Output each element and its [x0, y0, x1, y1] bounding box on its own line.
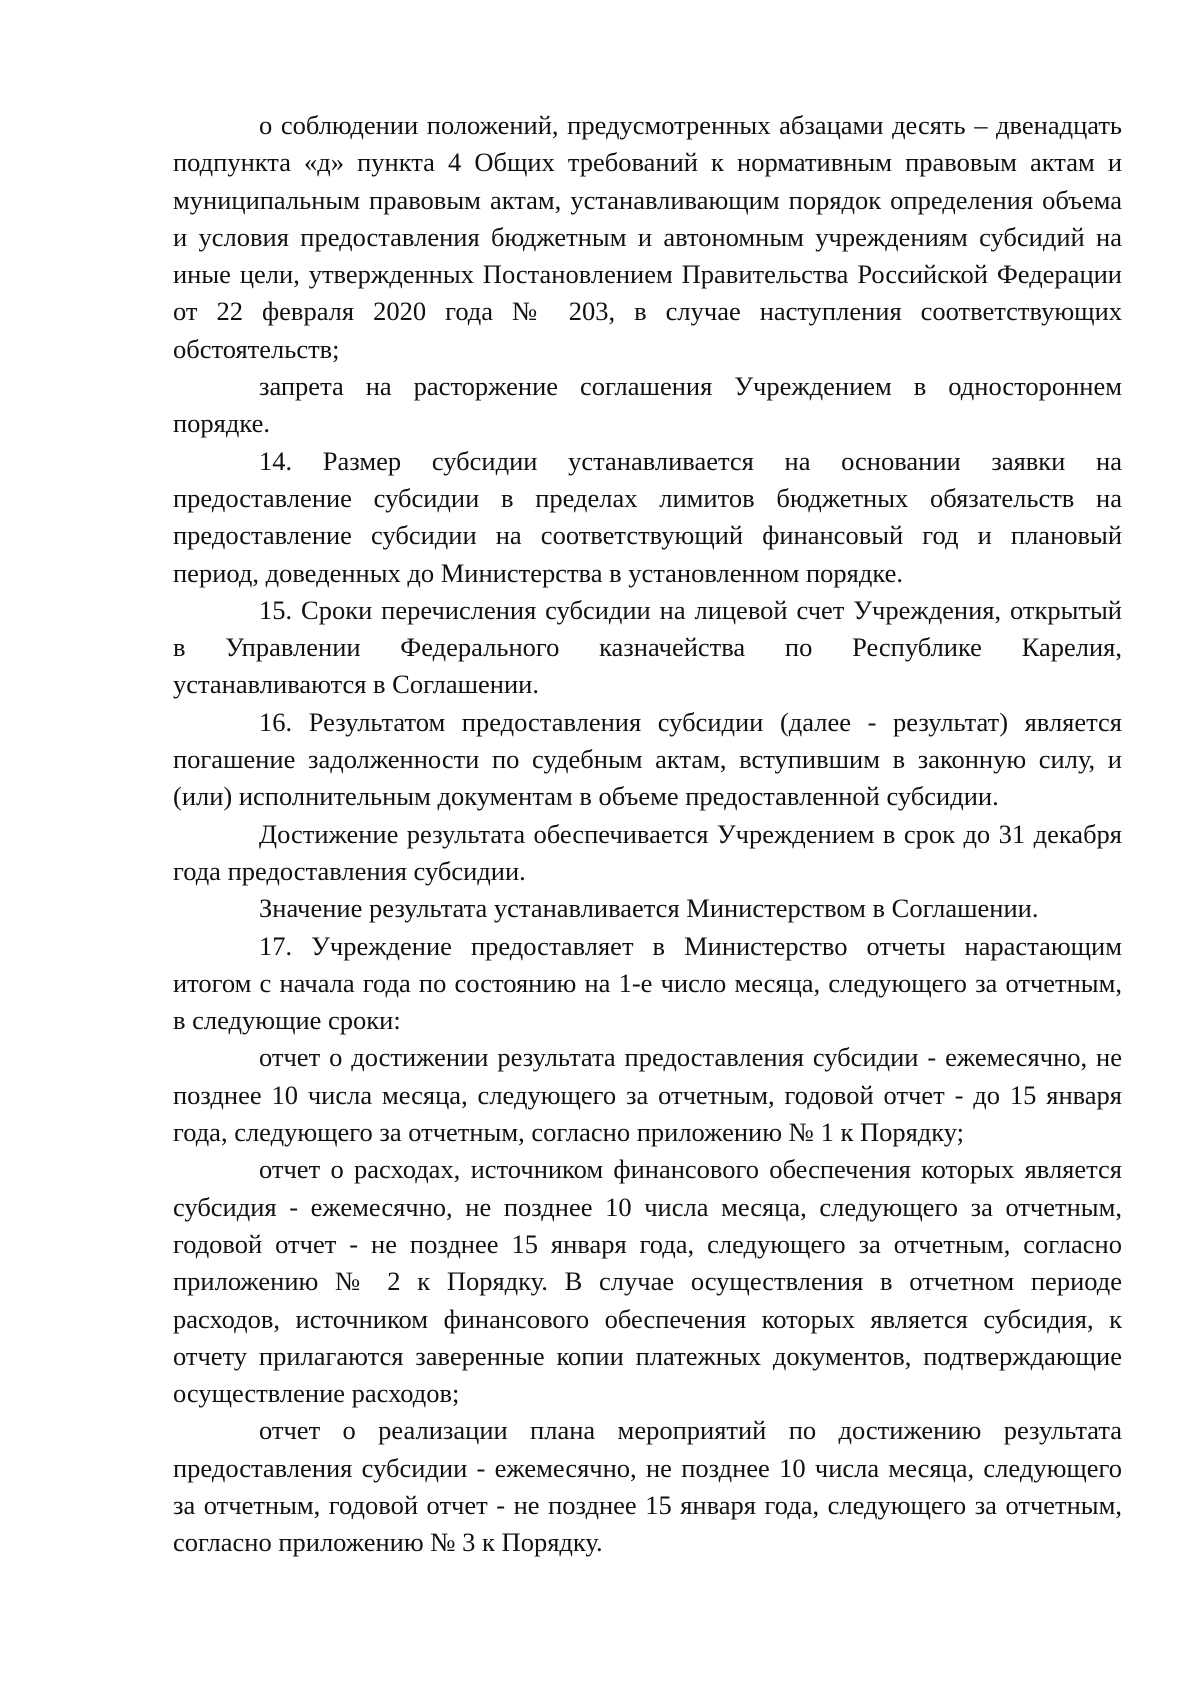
paragraph-termination-ban: запрета на расторжение соглашения Учреждением в одностороннем порядке.: [173, 371, 1122, 439]
paragraph-item-16: 16. Результатом предоставления субсидии (далее - результат) является погашение задолженности по судебным актам, вступившим в законную силу, и (или) исполнительным документам в объеме предоставленной субсидии.: [173, 706, 1122, 812]
paragraph-report-results: отчет о достижении результата предоставления субсидии - ежемесячно, не позднее 10 числа месяца, следующего за отчетным, годовой отчет - до 15 января года, следующего за отчетным, согласно приложению № 1 к Порядку;: [173, 1042, 1122, 1148]
document-body: [173, 107, 1122, 1562]
paragraph-conditions-clause: о соблюдении положений, предусмотренных абзацами десять – двенадцать подпункта «д» пункта 4 Общих требований к нормативным правовым актам и муниципальным правовым актам, устанавливающим порядок определения объема и условия предоставления бюджетным и автономным учреждениям субсидий на иные цели, утвержденных Постановлением Правительства Российской Федерации от 22 февраля 2020 года № 203, в случае наступления соответствующих обстоятельств;: [173, 110, 1122, 364]
paragraph-report-expenses: отчет о расходах, источником финансового обеспечения которых является субсидия - ежемесячно, не позднее 10 числа месяца, следующего за отчетным, годовой отчет - не позднее 15 января года, следующего за отчетным, согласно приложению № 2 к Порядку. В случае осуществления в отчетном периоде расходов, источником финансового обеспечения которых является субсидия, к отчету прилагаются заверенные копии платежных документов, подтверждающие осуществление расходов;: [173, 1154, 1122, 1409]
paragraph-result-value: Значение результата устанавливается Министерством в Соглашении.: [259, 893, 1039, 924]
paragraph-item-15: 15. Сроки перечисления субсидии на лицевой счет Учреждения, открытый в Управлении Федерального казначейства по Республике Карелия, устанавливаются в Соглашении.: [173, 594, 1122, 700]
paragraph-item-14: 14. Размер субсидии устанавливается на основании заявки на предоставление субсидии в пределах лимитов бюджетных обязательств на предоставление субсидии на соответствующий финансовый год и плановый период, доведенных до Министерства в установленном порядке.: [173, 445, 1122, 588]
paragraph-report-plan: отчет о реализации плана мероприятий по достижению результата предоставления субсидии - ежемесячно, не позднее 10 числа месяца, следующего за отчетным, годовой отчет - не позднее 15 января года, следующего за отчетным, согласно приложению № 3 к Порядку.: [173, 1415, 1122, 1558]
paragraph-result-achievement: Достижение результата обеспечивается Учреждением в срок до 31 декабря года предоставления субсидии.: [173, 818, 1122, 886]
paragraph-item-17: 17. Учреждение предоставляет в Министерство отчеты нарастающим итогом с начала года по состоянию на 1-е число месяца, следующего за отчетным, в следующие сроки:: [173, 930, 1122, 1036]
